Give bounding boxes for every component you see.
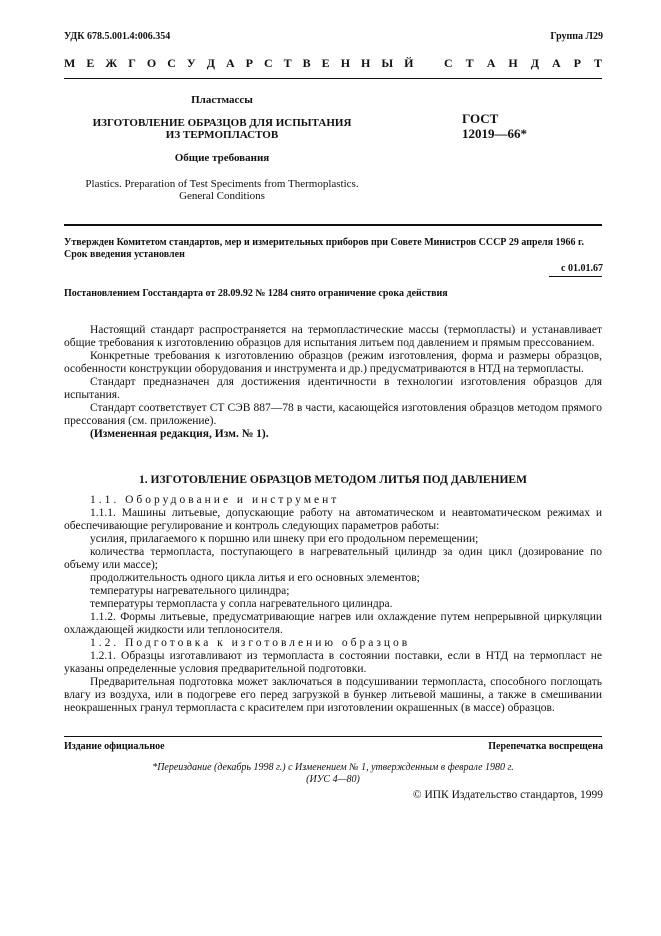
banner-letter: А bbox=[551, 56, 561, 70]
date-underline bbox=[549, 276, 602, 277]
banner-letter: Т bbox=[465, 56, 474, 70]
intro-paragraph: Стандарт предназначен для достижения идентичности в технологии изготовления образцов для испытания. bbox=[64, 376, 602, 401]
intro-text bbox=[64, 324, 602, 441]
clause-1-1-1: 1.1.1. Машины литьевые, допускающие работу на автоматическом и неавтоматическом режимах и обеспечивающие регулирование и контроль следующих параметров работы: bbox=[64, 507, 602, 532]
banner-letter: Ы bbox=[381, 56, 394, 70]
banner-letter: Р bbox=[245, 56, 253, 70]
banner-letter: А bbox=[225, 56, 235, 70]
clause-1-1-2: 1.1.2. Формы литьевые, предусматривающие нагрев или охлаждение путем непрерывной циркуляции охлаждающей жидкости или теплоносителя. bbox=[64, 611, 602, 636]
subsection-heading: 1.2. Подготовка к изготовлению образцов bbox=[90, 637, 411, 649]
banner-letter: Н bbox=[340, 56, 351, 70]
banner-letter: Н bbox=[361, 56, 371, 70]
list-item: продолжительность одного цикла литья и его основных элементов; bbox=[90, 572, 420, 584]
intro-paragraph: Конкретные требования к изготовлению образцов (режим изготовления, форма и размеры образцов, особенности конструкции оборудования и инструмента и др.) предусматриваются в НТД на термопласты. bbox=[64, 350, 602, 375]
official-edition: Издание официальное bbox=[64, 741, 165, 752]
interstate-word bbox=[64, 56, 414, 71]
banner-letter: С bbox=[444, 56, 453, 70]
udk-code: УДК 678.5.001.4:006.354 bbox=[64, 31, 171, 42]
banner-letter: А bbox=[486, 56, 496, 70]
preparation-paragraph: Предварительная подготовка может заключаться в подсушивании термопласта, способного поглощать влагу из воздуха, или в подогреве его перед загрузкой в бункер литьевой машины, а также в смешивании неокрашенных гранул термопласта с красителем при изготовлении окрашенных (в массе) образцов. bbox=[64, 676, 602, 714]
banner-letter: М bbox=[64, 56, 76, 70]
banner-letter: О bbox=[146, 56, 157, 70]
banner-letter: Й bbox=[404, 56, 414, 70]
title-line-1: ИЗГОТОВЛЕНИЕ ОБРАЗЦОВ ДЛЯ ИСПЫТАНИЯ bbox=[92, 117, 352, 129]
list-item: количества термопласта, поступающего в нагревательный цилиндр за один цикл (дозирование по объему или массе); bbox=[64, 546, 602, 571]
intro-paragraph: Настоящий стандарт распространяется на термопластические массы (термопласты) и устанавливает общие требования к изготовлению образцов для испытания литьем под давлением и прямым прессованием. bbox=[64, 324, 602, 349]
amendment-note: (Измененная редакция, Изм. № 1). bbox=[90, 428, 269, 440]
banner-letter: В bbox=[302, 56, 311, 70]
standard-word bbox=[444, 56, 602, 71]
banner-letter: Р bbox=[573, 56, 581, 70]
decree-note: Постановлением Госстандарта от 28.09.92 № 1284 снято ограничение срока действия bbox=[64, 288, 448, 299]
clause-1-2-1: 1.2.1. Образцы изготавливают из термопласта в состоянии поставки, если в НТД на термопласт не указаны определенные условия предварительной подготовки. bbox=[64, 650, 602, 675]
approval-line: Утвержден Комитетом стандартов, мер и измерительных приборов при Совете Министров СССР 29 апреля 1966 г. bbox=[64, 237, 584, 248]
title-line-2: ИЗ ТЕРМОПЛАСТОВ bbox=[165, 129, 279, 141]
copyright: © ИПК Издательство стандартов, 1999 bbox=[412, 789, 603, 801]
introduction-date: с 01.01.67 bbox=[561, 263, 603, 274]
list-item: температуры термопласта у сопла нагревательного цилиндра. bbox=[90, 598, 393, 610]
list-item: температуры нагревательного цилиндра; bbox=[90, 585, 290, 597]
gost-number: 12019—66* bbox=[462, 126, 527, 141]
subsection-heading: 1.1. Оборудование и инструмент bbox=[90, 494, 340, 506]
banner-letter: Е bbox=[86, 56, 95, 70]
banner-letter: Т bbox=[593, 56, 602, 70]
reissue-note-line-1: *Переиздание (декабрь 1998 г.) с Изменением № 1, утвержденным в феврале 1980 г. bbox=[152, 762, 514, 773]
list-item: усилия, прилагаемого к поршню или шнеку при его продольном перемещении; bbox=[90, 533, 479, 545]
header-divider bbox=[64, 78, 602, 79]
reprint-prohibited: Перепечатка воспрещена bbox=[488, 741, 603, 752]
banner-letter: Т bbox=[283, 56, 292, 70]
interstate-standard-banner bbox=[64, 56, 602, 71]
title-divider bbox=[64, 224, 602, 226]
banner-letter: Д bbox=[530, 56, 539, 70]
banner-letter: С bbox=[263, 56, 273, 70]
banner-letter: Д bbox=[206, 56, 215, 70]
banner-letter: С bbox=[167, 56, 176, 70]
english-title-line-1: Plastics. Preparation of Test Speciments from Thermoplastics. bbox=[85, 178, 359, 190]
subtitle: Общие требования bbox=[174, 152, 270, 164]
english-title-line-2: General Conditions bbox=[179, 190, 265, 202]
footer-divider bbox=[64, 736, 602, 737]
introduction-date-label: Срок введения установлен bbox=[64, 249, 185, 260]
group-code: Группа Л29 bbox=[550, 31, 603, 42]
gost-label: ГОСТ bbox=[462, 111, 499, 126]
reissue-note-line-2: (ИУС 4—80) bbox=[306, 774, 360, 785]
section-1-heading: 1. ИЗГОТОВЛЕНИЕ ОБРАЗЦОВ МЕТОДОМ ЛИТЬЯ ПОД ДАВЛЕНИЕМ bbox=[139, 474, 527, 486]
banner-letter: Ж bbox=[105, 56, 118, 70]
section-1-body bbox=[64, 494, 602, 715]
banner-letter: У bbox=[186, 56, 196, 70]
banner-letter: Г bbox=[128, 56, 136, 70]
banner-letter: Е bbox=[321, 56, 330, 70]
category-label: Пластмассы bbox=[191, 94, 253, 106]
banner-letter: Н bbox=[508, 56, 518, 70]
intro-paragraph: Стандарт соответствует СТ СЭВ 887—78 в части, касающейся изготовления образцов методом прямого прессования (см. приложение). bbox=[64, 402, 602, 427]
